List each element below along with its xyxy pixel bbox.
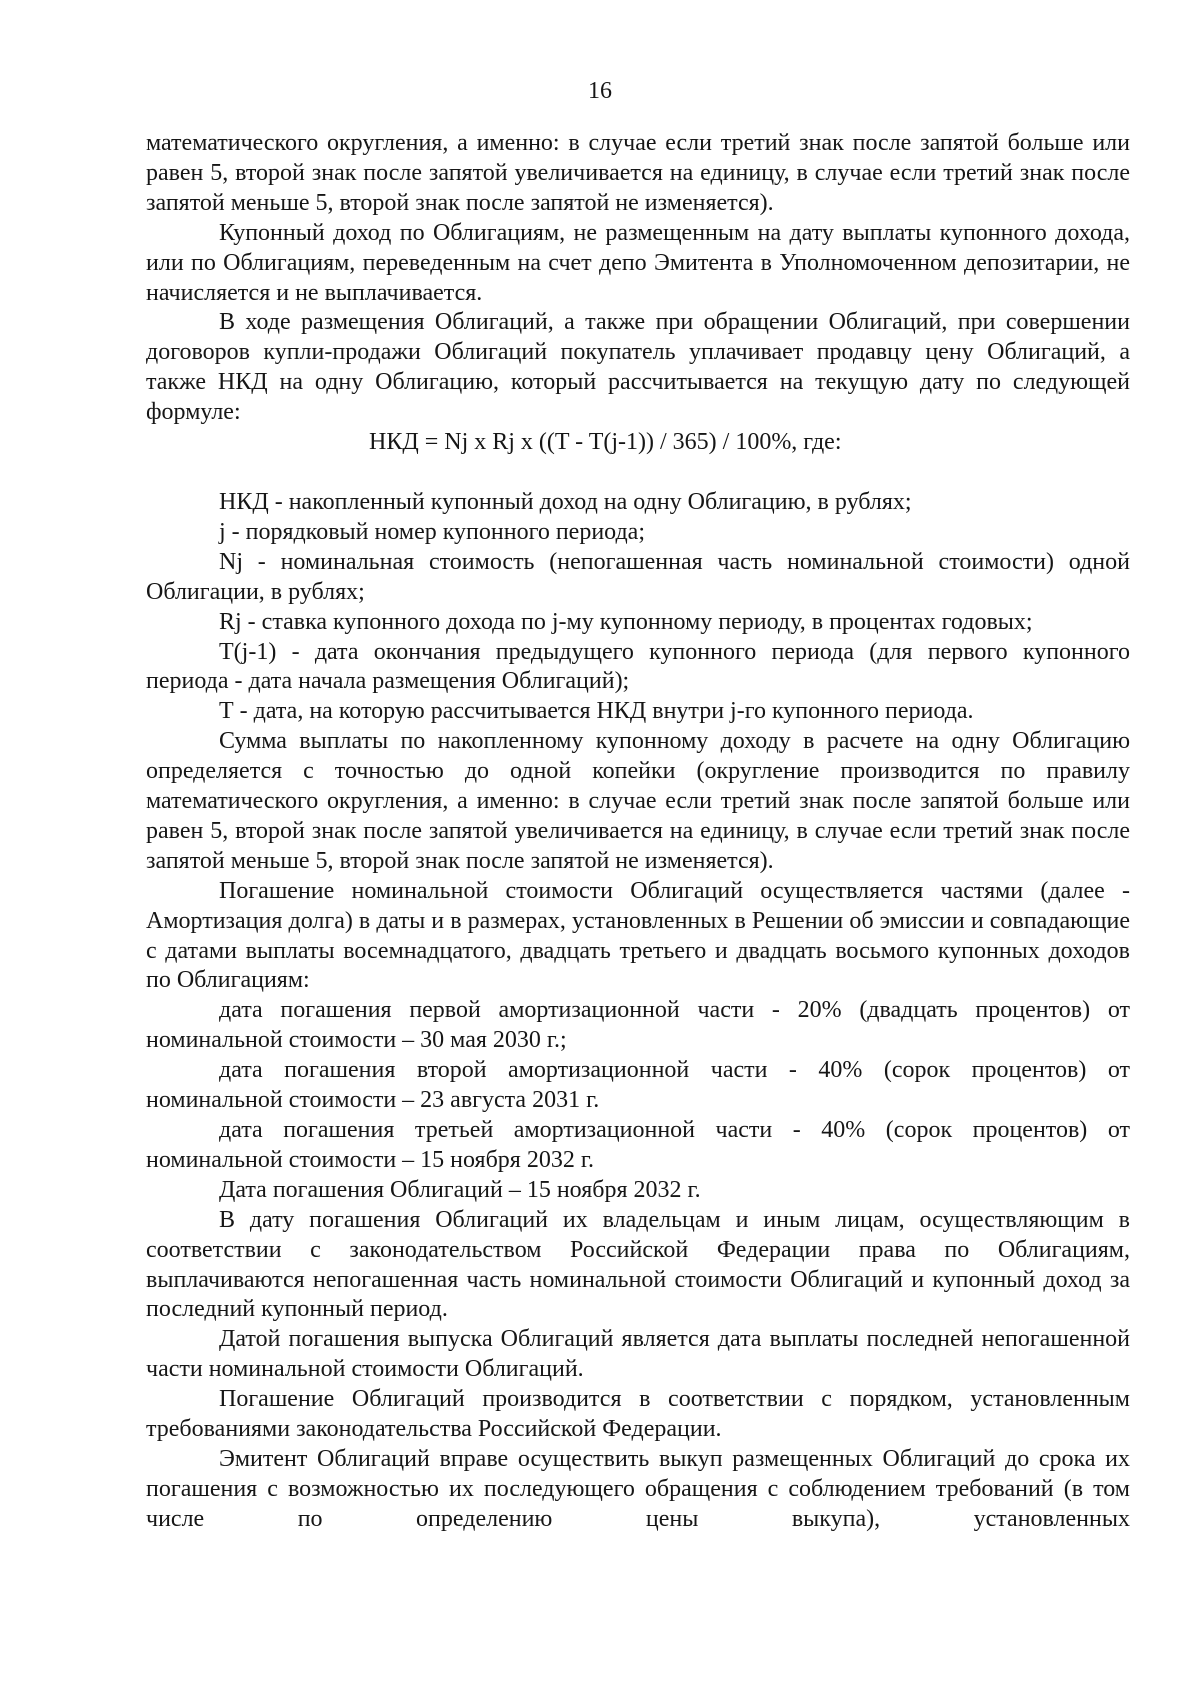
amortization-part-2: дата погашения второй амортизационной части - 40% (сорок процентов) от номинальной стоимости – 23 августа 2031 г.: [146, 1057, 1130, 1114]
document-body: [146, 129, 1130, 1535]
paragraph-unplaced-coupon: Купонный доход по Облигациям, не размещенным на дату выплаты купонного дохода, или по Облигациям, переведенным на счет депо Эмитента в Уполномоченном депозитарии, не начисляется и не выплачивается.: [146, 219, 1130, 306]
formula-spacer: [146, 458, 1130, 488]
paragraph-maturity-payment: В дату погашения Облигаций их владельцам и иным лицам, осуществляющим в соответствии с законодательством Российской Федерации права по Облигациям, выплачиваются непогашенная часть номинальной стоимости Облигаций и купонный доход за последний купонный период.: [146, 1206, 1130, 1323]
definition-t: Т - дата, на которую рассчитывается НКД внутри j-го купонного периода.: [219, 698, 974, 725]
paragraph-amortization: Погашение номинальной стоимости Облигаций осуществляется частями (далее - Амортизация долга) в даты и в размерах, установленных в Решении об эмиссии и совпадающие с датами выплаты восемнадцатого, двадцать третьего и двадцать восьмого купонных доходов по Облигациям:: [146, 877, 1130, 994]
definition-t-prev: T(j-1) - дата окончания предыдущего купонного периода (для первого купонного периода - дата начала размещения Облигаций);: [146, 638, 1130, 695]
definition-j: j - порядковый номер купонного периода;: [219, 518, 645, 545]
page-number: 16: [588, 78, 612, 104]
nkd-formula: НКД = Nj x Rj x ((T - T(j-1)) / 365) / 100%, где:: [369, 429, 842, 456]
paragraph-maturity-procedure: Погашение Облигаций производится в соответствии с порядком, установленным требованиями законодательства Российской Федерации.: [146, 1386, 1130, 1443]
paragraph-buyback: Эмитент Облигаций вправе осуществить выкуп размещенных Облигаций до срока их погашения с возможностью их последующего обращения с соблюдением требований (в том числе по определению цены выкупа), установленных: [146, 1445, 1130, 1532]
amortization-part-3: дата погашения третьей амортизационной части - 40% (сорок процентов) от номинальной стоимости – 15 ноября 2032 г.: [146, 1117, 1130, 1173]
definition-nkd: НКД - накопленный купонный доход на одну Облигацию, в рублях;: [219, 488, 912, 515]
paragraph-payment-rounding: Сумма выплаты по накопленному купонному доходу в расчете на одну Облигацию определяется с точностью до одной копейки (округление производится по правилу математического округления, а именно: в случае если третий знак после запятой больше или равен 5, второй знак после запятой увеличивается на единицу, в случае если третий знак после запятой меньше 5, второй знак после запятой не изменяется).: [146, 728, 1130, 874]
definition-nj: Nj - номинальная стоимость (непогашенная часть номинальной стоимости) одной Облигации, в рублях;: [146, 548, 1130, 605]
paragraph-rounding-continuation: математического округления, а именно: в случае если третий знак после запятой больше или равен 5, второй знак после запятой увеличивается на единицу, в случае если третий знак после запятой меньше 5, второй знак после запятой не изменяется).: [146, 130, 1130, 216]
paragraph-nkd-intro: В ходе размещения Облигаций, а также при обращении Облигаций, при совершении договоров купли-продажи Облигаций покупатель уплачивает продавцу цену Облигаций, а также НКД на одну Облигацию, который рассчитывается на текущую дату по следующей формуле:: [146, 309, 1130, 426]
paragraph-maturity-definition: Датой погашения выпуска Облигаций является дата выплаты последней непогашенной части номинальной стоимости Облигаций.: [146, 1326, 1130, 1383]
maturity-date: Дата погашения Облигаций – 15 ноября 2032 г.: [219, 1176, 701, 1203]
amortization-part-1: дата погашения первой амортизационной части - 20% (двадцать процентов) от номинальной стоимости – 30 мая 2030 г.;: [146, 997, 1130, 1054]
definition-rj: Rj - ставка купонного дохода по j-му купонному периоду, в процентах годовых;: [219, 608, 1033, 635]
